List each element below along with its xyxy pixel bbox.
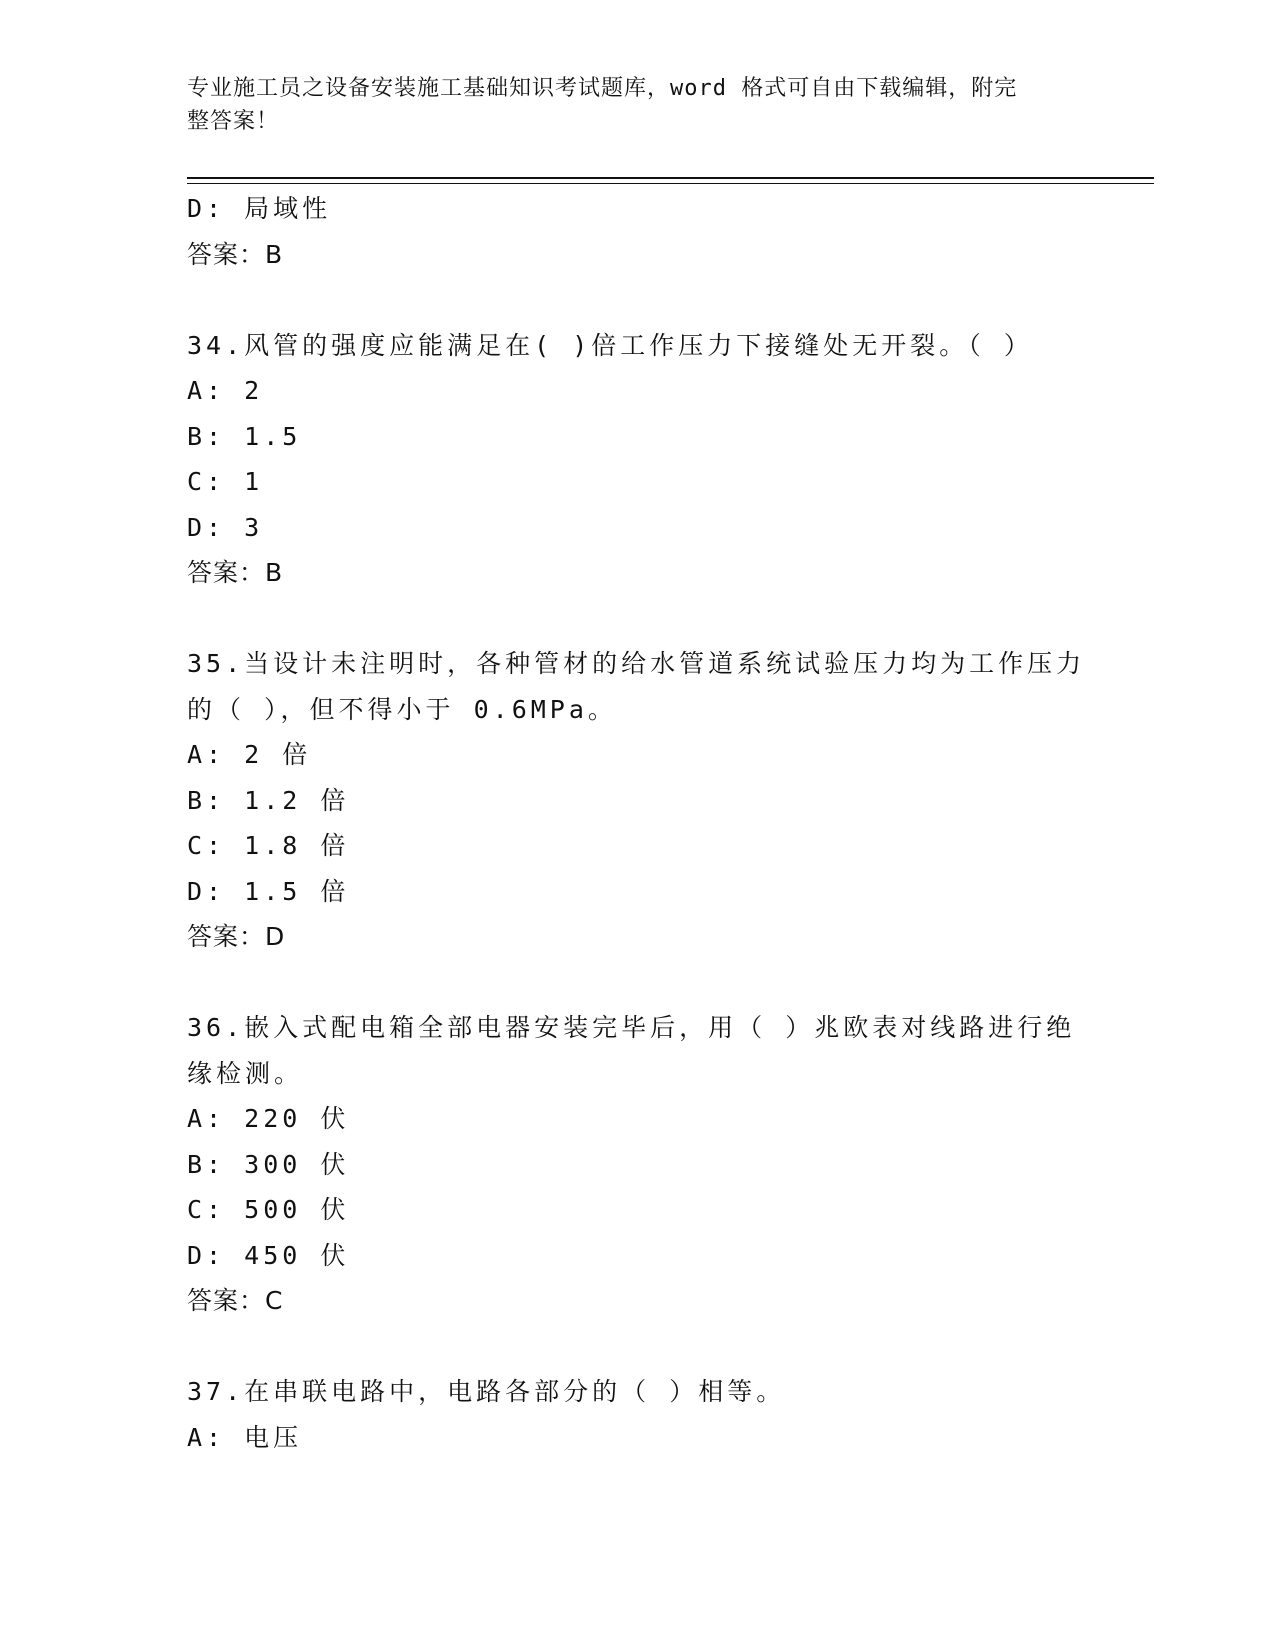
option-c: C: 1.8 倍 bbox=[187, 831, 350, 860]
option-b: B: 1.5 bbox=[187, 421, 302, 451]
spacer bbox=[187, 596, 1087, 642]
answer-line: 答案：C bbox=[187, 1286, 284, 1315]
question-35 bbox=[187, 641, 1087, 960]
question-37 bbox=[187, 1369, 1087, 1460]
spacer bbox=[187, 1324, 1087, 1370]
option-a: A: 220 伏 bbox=[187, 1104, 350, 1133]
header-divider-thick bbox=[187, 177, 1154, 179]
question-list bbox=[187, 186, 1087, 1460]
option-d: D: 1.5 倍 bbox=[187, 876, 350, 906]
header-line-2: 整答案！ bbox=[187, 109, 280, 134]
question-34 bbox=[187, 323, 1087, 596]
answer-line: 答案：B bbox=[187, 558, 284, 587]
question-text: 35.当设计未注明时，各种管材的给水管道系统试验压力均为工作压力 bbox=[187, 649, 1086, 678]
option-a: A: 电压 bbox=[187, 1422, 303, 1452]
header-line-1: 专业施工员之设备安装施工基础知识考试题库，word 格式可自由下载编辑，附完 bbox=[187, 76, 1018, 101]
answer-line: 答案：B bbox=[187, 239, 284, 269]
carry-over-block bbox=[187, 186, 1087, 277]
option-c: C: 1 bbox=[187, 467, 264, 496]
question-text-continued: 缘检测。 bbox=[187, 1058, 304, 1088]
spacer bbox=[187, 960, 1087, 1006]
answer-line: 答案：D bbox=[187, 922, 286, 951]
option-d: D: 450 伏 bbox=[187, 1240, 350, 1270]
option-c: C: 500 伏 bbox=[187, 1195, 350, 1224]
question-text: 36.嵌入式配电箱全部电器安装完毕后，用（ ）兆欧表对线路进行绝 bbox=[187, 1013, 1076, 1042]
header-divider-thin bbox=[187, 183, 1154, 184]
question-text-continued: 的（ ），但不得小于 0.6MPa。 bbox=[187, 694, 617, 724]
question-text: 34.风管的强度应能满足在( )倍工作压力下接缝处无开裂。（ ） bbox=[187, 330, 1033, 360]
option-a: A: 2 bbox=[187, 376, 264, 405]
option-b: B: 1.2 倍 bbox=[187, 785, 350, 815]
option-d: D: 局域性 bbox=[187, 194, 332, 223]
document-header bbox=[187, 72, 1067, 138]
question-36 bbox=[187, 1005, 1087, 1324]
spacer bbox=[187, 277, 1087, 323]
option-b: B: 300 伏 bbox=[187, 1149, 350, 1179]
question-text: 37.在串联电路中，电路各部分的（ ）相等。 bbox=[187, 1377, 786, 1406]
option-a: A: 2 倍 bbox=[187, 740, 312, 769]
option-d: D: 3 bbox=[187, 512, 264, 542]
